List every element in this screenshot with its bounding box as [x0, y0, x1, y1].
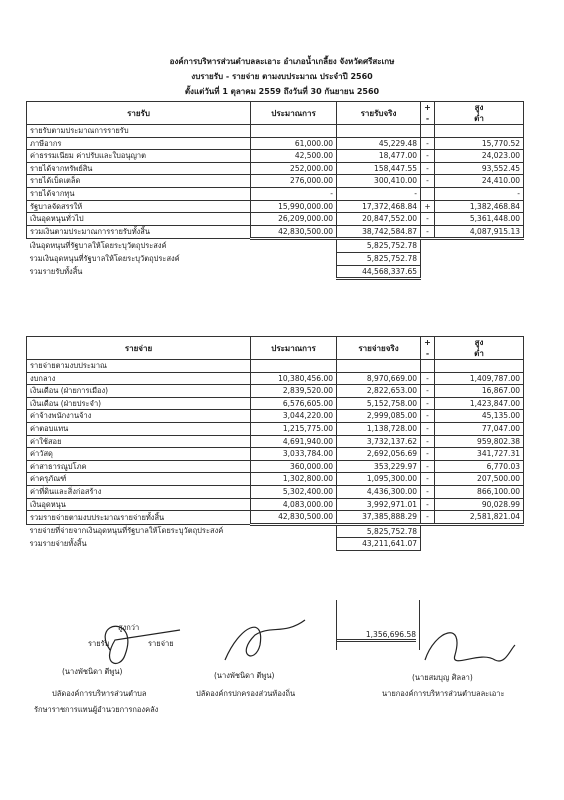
- expense-grand-row: [27, 538, 524, 551]
- expense-row-label: เงินอุดหนุน: [27, 498, 251, 511]
- expense-row-diff: 866,100.00: [435, 485, 524, 498]
- expense-row-budget: 360,000.00: [251, 460, 337, 473]
- blank-cell: [251, 239, 337, 253]
- expense-total-row: [27, 511, 524, 525]
- income-extra-actual: 5,825,752.78: [337, 252, 421, 265]
- income-row-budget: -: [251, 187, 337, 200]
- blank-cell: [435, 252, 524, 265]
- income-extra-row: [27, 252, 524, 265]
- blank-cell: [435, 524, 524, 538]
- table-row: [27, 385, 524, 398]
- income-row-budget: 26,209,000.00: [251, 213, 337, 226]
- expense-row-budget: 3,033,784.00: [251, 448, 337, 461]
- expense-extra-label: รายจ่ายที่จ่ายจากเงินอุดหนุนที่รัฐบาลให้โดยระบุวัตถุประสงค์: [29, 526, 224, 536]
- income-row-budget: 276,000.00: [251, 175, 337, 188]
- expense-row-budget: 6,576,605.00: [251, 397, 337, 410]
- income-extra-label: รวมเงินอุดหนุนที่รัฐบาลให้โดยระบุวัตถุประสงค์: [29, 253, 180, 263]
- income-row-sign: -: [421, 213, 435, 226]
- income-col-actual: รายรับจริง: [337, 102, 421, 125]
- blank-cell: [251, 252, 337, 265]
- expense-col-budget: ประมาณการ: [251, 337, 337, 360]
- expense-total-label: รวมรายจ่ายตามงบประมาณรายจ่ายทั้งสิ้น: [27, 511, 251, 525]
- income-total-actual: 38,742,584.87: [337, 225, 421, 239]
- blank-cell: [435, 265, 524, 279]
- table-row: [27, 187, 524, 200]
- income-total-label: รวมเงินตามประมาณการรายรับทั้งสิ้น: [27, 225, 251, 239]
- expense-row-sign: -: [421, 485, 435, 498]
- income-row-sign: +: [421, 200, 435, 213]
- expense-total-diff: 2,581,821.04: [435, 511, 524, 525]
- blank-cell: [251, 524, 337, 538]
- expense-col-diff: สูง ต่ำ: [435, 337, 524, 360]
- signature-2-icon: [205, 605, 315, 675]
- expense-total-budget: 42,830,500.00: [251, 511, 337, 525]
- income-row-actual: 18,477.00: [337, 150, 421, 163]
- expense-row-label: ค่าวัสดุ: [27, 448, 251, 461]
- income-row-actual: 17,372,468.84: [337, 200, 421, 213]
- table-row: [27, 410, 524, 423]
- expense-row-actual: 2,822,653.00: [337, 385, 421, 398]
- table-row: [27, 498, 524, 511]
- expense-row-budget: 2,839,520.00: [251, 385, 337, 398]
- income-total-diff: 4,087,915.13: [435, 225, 524, 239]
- table-row: [27, 162, 524, 175]
- expense-row-label: ค่าที่ดินและสิ่งก่อสร้าง: [27, 485, 251, 498]
- income-row-diff: 24,410.00: [435, 175, 524, 188]
- expense-row-actual: 2,999,085.00: [337, 410, 421, 423]
- income-grand-label: รวมรายรับทั้งสิ้น: [29, 267, 83, 277]
- income-row-budget: 15,990,000.00: [251, 200, 337, 213]
- expense-row-diff: 959,802.38: [435, 435, 524, 448]
- income-row-label: รายได้เบ็ดเตล็ด: [27, 175, 251, 188]
- expense-row-diff: 6,770.03: [435, 460, 524, 473]
- expense-extra-actual: 5,825,752.78: [337, 524, 421, 538]
- signature-1-name: (นางพัชนิดา ตีพูน): [62, 667, 123, 676]
- income-row-diff: 24,023.00: [435, 150, 524, 163]
- expense-row-label: เงินเดือน (ฝ่ายประจำ): [27, 397, 251, 410]
- expense-row-diff: 90,028.99: [435, 498, 524, 511]
- expense-row-sign: -: [421, 435, 435, 448]
- income-row-sign: -: [421, 150, 435, 163]
- income-row-diff: 1,382,468.84: [435, 200, 524, 213]
- org-title: องค์การบริหารส่วนตำบลละเอาะ อำเภอน้ำเกลี้ยง จังหวัดศรีสะเกษ: [169, 57, 395, 66]
- signature-3-title: นายกองค์การบริหารส่วนตำบลละเอาะ: [382, 689, 505, 698]
- expense-row-label: ค่าใช้สอย: [27, 435, 251, 448]
- expense-row-actual: 4,436,300.00: [337, 485, 421, 498]
- expense-row-diff: 45,135.00: [435, 410, 524, 423]
- blank-cell: [421, 524, 435, 538]
- table-row: [27, 137, 524, 150]
- income-row-actual: 158,447.55: [337, 162, 421, 175]
- blank-cell: [421, 239, 435, 253]
- expense-row-budget: 1,215,775.00: [251, 422, 337, 435]
- income-total-sign: -: [421, 225, 435, 239]
- expense-row-label: ค่าตอบแทน: [27, 422, 251, 435]
- expense-row-diff: 1,409,787.00: [435, 372, 524, 385]
- income-row-diff: 15,770.52: [435, 137, 524, 150]
- expense-row-diff: 77,047.00: [435, 422, 524, 435]
- expense-row-label: เงินเดือน (ฝ่ายการเมือง): [27, 385, 251, 398]
- table-row: [27, 448, 524, 461]
- table-row: [27, 175, 524, 188]
- balance-higher-label: สูงกว่า: [118, 623, 140, 632]
- table-row: [27, 435, 524, 448]
- expense-row-sign: -: [421, 473, 435, 486]
- expense-row-budget: 3,044,220.00: [251, 410, 337, 423]
- income-row-diff: -: [435, 187, 524, 200]
- expense-row-diff: 1,423,847.00: [435, 397, 524, 410]
- blank-cell: [435, 538, 524, 551]
- income-section-label: รายรับตามประมาณการรายรับ: [27, 125, 251, 138]
- income-row-label: รายได้จากทุน: [27, 187, 251, 200]
- expense-row-label: ค่าสาธารณูปโภค: [27, 460, 251, 473]
- income-row-sign: -: [421, 162, 435, 175]
- expense-total-sign: -: [421, 511, 435, 525]
- signature-3-icon: [395, 610, 525, 680]
- expense-row-sign: -: [421, 448, 435, 461]
- income-extra-label: เงินอุดหนุนที่รัฐบาลให้โดยระบุวัตถุประสงค์: [29, 241, 167, 251]
- table-row: [27, 422, 524, 435]
- expense-row-actual: 353,229.97: [337, 460, 421, 473]
- expense-row-budget: 4,083,000.00: [251, 498, 337, 511]
- blank-cell: [251, 265, 337, 279]
- expense-row-actual: 8,970,669.00: [337, 372, 421, 385]
- income-row-sign: -: [421, 137, 435, 150]
- signature-2-title: ปลัดองค์กรปกครองส่วนท้องถิ่น: [196, 689, 296, 698]
- blank-cell: [421, 538, 435, 551]
- income-row-label: เงินอุดหนุนทั่วไป: [27, 213, 251, 226]
- income-row-actual: 20,847,552.00: [337, 213, 421, 226]
- income-row-budget: 61,000.00: [251, 137, 337, 150]
- income-row-sign: [421, 187, 435, 200]
- table-row: [27, 150, 524, 163]
- expense-extra-row: [27, 524, 524, 538]
- income-row-label: รัฐบาลจัดสรรให้: [27, 200, 251, 213]
- expense-table: [26, 336, 524, 551]
- table-row: [27, 213, 524, 226]
- blank-cell: [435, 239, 524, 253]
- balance-amount: 1,356,696.58: [336, 630, 416, 642]
- expense-row-budget: 10,380,456.00: [251, 372, 337, 385]
- expense-total-actual: 37,385,888.29: [337, 511, 421, 525]
- report-period: ตั้งแต่วันที่ 1 ตุลาคม 2559 ถึงวันที่ 30 กันยายน 2560: [184, 87, 380, 96]
- income-row-label: ภาษีอากร: [27, 137, 251, 150]
- income-row-budget: 252,000.00: [251, 162, 337, 175]
- balance-income-label: รายรับ: [88, 639, 110, 648]
- income-col-diff: สูง ต่ำ: [435, 102, 524, 125]
- blank-cell: [421, 252, 435, 265]
- income-row-actual: 300,410.00: [337, 175, 421, 188]
- blank-cell: [421, 265, 435, 279]
- expense-row-actual: 1,095,300.00: [337, 473, 421, 486]
- expense-row-sign: -: [421, 372, 435, 385]
- income-col-budget: ประมาณการ: [251, 102, 337, 125]
- income-extra-row: [27, 239, 524, 253]
- blank-cell: [251, 538, 337, 551]
- income-col-item: รายรับ: [27, 102, 251, 125]
- expense-col-sign: + -: [421, 337, 435, 360]
- table-row: [27, 485, 524, 498]
- expense-row-budget: 5,302,400.00: [251, 485, 337, 498]
- expense-row-diff: 207,500.00: [435, 473, 524, 486]
- expense-row-sign: -: [421, 410, 435, 423]
- table-row: [27, 372, 524, 385]
- expense-row-label: ค่าจ้างพนักงานจ้าง: [27, 410, 251, 423]
- income-grand-actual: 44,568,337.65: [337, 265, 421, 279]
- income-row-diff: 5,361,448.00: [435, 213, 524, 226]
- income-row-sign: -: [421, 175, 435, 188]
- table-row: [27, 397, 524, 410]
- expense-col-actual: รายจ่ายจริง: [337, 337, 421, 360]
- income-total-row: [27, 225, 524, 239]
- expense-grand-label: รวมรายจ่ายทั้งสิ้น: [29, 539, 87, 549]
- table-row: [27, 460, 524, 473]
- income-row-diff: 93,552.45: [435, 162, 524, 175]
- signature-1-title2: รักษาราชการแทนผู้อำนวยการกองคลัง: [34, 705, 159, 714]
- expense-row-label: ค่าครุภัณฑ์: [27, 473, 251, 486]
- report-title: งบรายรับ - รายจ่าย ตามงบประมาณ ประจำปี 2560: [191, 72, 373, 81]
- table-row: [27, 200, 524, 213]
- expense-row-budget: 1,302,800.00: [251, 473, 337, 486]
- expense-row-sign: -: [421, 397, 435, 410]
- balance-expense-label: รายจ่าย: [148, 639, 174, 648]
- expense-col-item: รายจ่าย: [27, 337, 251, 360]
- income-table: [26, 101, 524, 280]
- expense-row-actual: 5,152,758.00: [337, 397, 421, 410]
- income-grand-row: [27, 265, 524, 279]
- expense-row-sign: -: [421, 385, 435, 398]
- expense-row-diff: 16,867.00: [435, 385, 524, 398]
- income-row-actual: -: [337, 187, 421, 200]
- income-total-budget: 42,830,500.00: [251, 225, 337, 239]
- income-row-actual: 45,229.48: [337, 137, 421, 150]
- income-row-budget: 42,500.00: [251, 150, 337, 163]
- expense-row-label: งบกลาง: [27, 372, 251, 385]
- expense-section-label: รายจ่ายตามงบประมาณ: [27, 360, 251, 373]
- table-row: [27, 473, 524, 486]
- expense-row-sign: -: [421, 422, 435, 435]
- signature-1-title: ปลัดองค์การบริหารส่วนตำบล: [52, 689, 147, 698]
- income-col-sign: + -: [421, 102, 435, 125]
- expense-grand-actual: 43,211,641.07: [337, 538, 421, 551]
- expense-row-sign: -: [421, 460, 435, 473]
- expense-row-sign: -: [421, 498, 435, 511]
- income-extra-actual: 5,825,752.78: [337, 239, 421, 253]
- expense-row-actual: 1,138,728.00: [337, 422, 421, 435]
- expense-row-actual: 2,692,056.69: [337, 448, 421, 461]
- expense-row-budget: 4,691,940.00: [251, 435, 337, 448]
- signature-2-name: (นางพัชนิดา ตีพูน): [214, 671, 275, 680]
- signature-3-name: (นายสมบุญ ศิลลา): [412, 673, 473, 682]
- expense-row-actual: 3,732,137.62: [337, 435, 421, 448]
- expense-row-diff: 341,727.31: [435, 448, 524, 461]
- income-row-label: รายได้จากทรัพย์สิน: [27, 162, 251, 175]
- income-row-label: ค่าธรรมเนียม ค่าปรับและใบอนุญาต: [27, 150, 251, 163]
- expense-row-actual: 3,992,971.01: [337, 498, 421, 511]
